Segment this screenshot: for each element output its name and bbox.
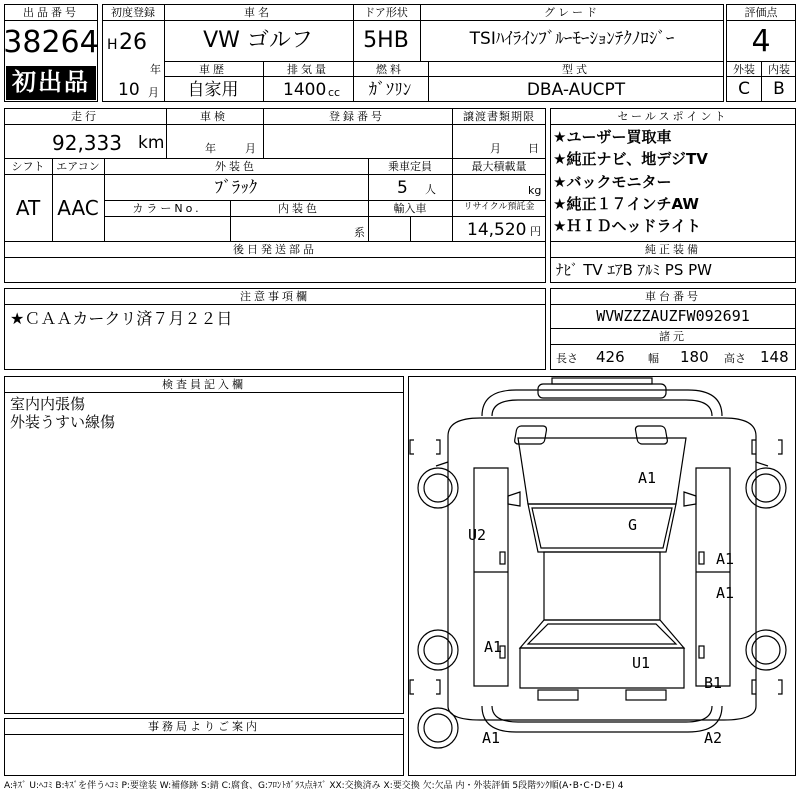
sales-point-item: ★純正１７インチAW [553,195,699,213]
height: 148 [760,348,789,366]
damage-mark-bumper-left: A1 [482,729,501,747]
color-label: 外装色 [215,160,257,173]
damage-mark-right-rear: B1 [704,674,723,692]
damage-mark-left-front: U2 [468,526,487,544]
capacity: 5 [397,178,408,198]
door-type: 5HB [363,28,409,53]
sales-point-item: ★バックモニター [553,173,672,191]
notes-value: ★ＣＡＡカークリ済７月２２日 [10,309,233,328]
history-label: 車歴 [199,63,227,76]
car-name: VW ゴルフ [203,28,313,53]
score-label: 評価点 [744,6,778,19]
interior-label: 内装 [768,63,790,76]
grade-label: グレード [544,6,600,19]
sales-point-item: ★ＨＩＤヘッドライト [553,217,701,235]
inspector-note-1: 室内内張傷 [10,395,86,413]
ac-label: エアコン [56,160,100,173]
reg-no-label: 登録番号 [329,110,385,123]
chassis-number: WVWZZZAUZFW092691 [596,307,750,325]
history: 自家用 [187,80,239,100]
height-label: 高さ [724,352,746,365]
color-no-label: カラーNo. [132,202,202,215]
first-reg-label: 初度登録 [111,6,155,19]
recycle: 14,520 [467,220,527,240]
damage-mark-roof: A1 [638,469,657,487]
year-unit: 年 [150,63,161,76]
equipment-label: 純正装備 [645,243,701,256]
exterior-label: 外装 [733,63,755,76]
damage-mark-left-rear: A1 [484,638,503,656]
inspection-label: 車検 [200,110,228,123]
width: 180 [680,348,709,366]
later-parts-label: 後日発送部品 [233,243,317,256]
office-label: 事務局よりご案内 [148,720,260,733]
sales-points-label: セールスポイント [617,110,729,123]
displacement: 1400 [283,80,327,100]
fuel: ｶﾞｿﾘﾝ [368,80,412,100]
import-label: 輸入車 [393,202,427,215]
ac: AAC [57,196,99,220]
inspection-year-unit: 年 [205,142,216,155]
month: 10 [118,80,140,100]
first-listing-text: 初出品 [12,68,90,96]
displacement-unit: cc [328,86,341,99]
mileage: 92,333 [52,131,122,155]
exterior-grade: C [738,79,750,99]
mileage-unit: km [138,133,165,153]
capacity-unit: 人 [425,183,436,196]
shift-label: シフト [11,160,45,173]
load-label: 最大積載量 [471,160,527,173]
legend: A:ｷｽﾞ U:ﾍｺﾐ B:ｷｽﾞを伴うﾍｺﾐ P:要塗装 W:補修跡 S:錆 C:腐食、G:ﾌﾛﾝﾄｶﾞﾗｽ点ｷｽﾞ XX:交換済み X:要交換 欠:欠品 内・外装評価 5段階ﾗﾝｸ順(A･B･C･D･E) 4 [4,781,624,791]
transfer-day-unit: 日 [528,142,539,155]
int-color-label: 内装色 [278,202,320,215]
damage-mark-right-mid: A1 [716,584,735,602]
equipment-value: ﾅﾋﾞ TV ｴｱB ｱﾙﾐ PS PW [556,261,712,279]
hood [518,438,686,504]
car-name-label: 車名 [244,6,272,19]
sales-point-item: ★ユーザー買取車 [553,128,672,146]
grade: TSIﾊｲﾗｲﾝﾌﾞﾙｰﾓｰｼｮﾝﾃｸﾉﾛｼﾞｰ [469,29,675,49]
inspector-note-2: 外装うすい線傷 [10,413,116,431]
door-label: ドア形状 [364,6,408,19]
recycle-label: リサイクル預託金 [463,202,535,212]
shift: AT [15,196,41,220]
right-side [696,468,730,686]
lot-number-label: 出品番号 [23,6,79,19]
interior-grade: B [773,79,785,99]
int-color-unit: 系 [354,226,365,239]
rear-plate [538,690,578,700]
transfer-month-unit: 月 [490,142,501,155]
damage-mark-bumper-right: A2 [704,729,723,747]
transfer-label: 譲渡書類期限 [463,110,535,123]
color: ﾌﾞﾗｯｸ [214,178,258,198]
model-label: 型式 [562,63,590,76]
fuel-label: 燃料 [376,63,404,76]
length: 426 [596,348,625,366]
model: DBA-AUCPT [526,80,626,100]
month-unit: 月 [148,86,159,99]
windshield [528,504,676,552]
inspector-label: 検査員記入欄 [162,378,246,391]
roof [544,552,660,620]
front-bumper-outline [482,390,722,416]
damage-mark-windshield: G [628,516,638,534]
specs-label: 諸元 [659,330,687,343]
era: H [107,37,118,53]
recycle-unit: 円 [530,225,541,238]
year: 26 [119,30,147,55]
lot-number: 38264 [3,25,99,60]
load-unit: kg [528,184,542,197]
damage-mark-right-front: A1 [716,550,735,568]
notes-label: 注意事項欄 [240,290,310,303]
length-label: 長さ [556,352,578,365]
rear-bumper-outline [482,706,722,732]
inspection-month-unit: 月 [245,142,256,155]
chassis-label: 車台番号 [645,290,701,303]
width-label: 幅 [648,352,659,365]
mileage-label: 走行 [71,110,99,123]
displacement-label: 排気量 [287,63,329,76]
sales-point-item: ★純正ナビ、地デジTV [553,150,708,168]
car-diagram [408,376,796,776]
front-grille [538,384,666,398]
score: 4 [751,24,771,59]
hatch [520,648,684,688]
damage-mark-rear: U1 [632,654,651,672]
capacity-label: 乗車定員 [388,160,432,173]
headlight-right [635,426,668,444]
